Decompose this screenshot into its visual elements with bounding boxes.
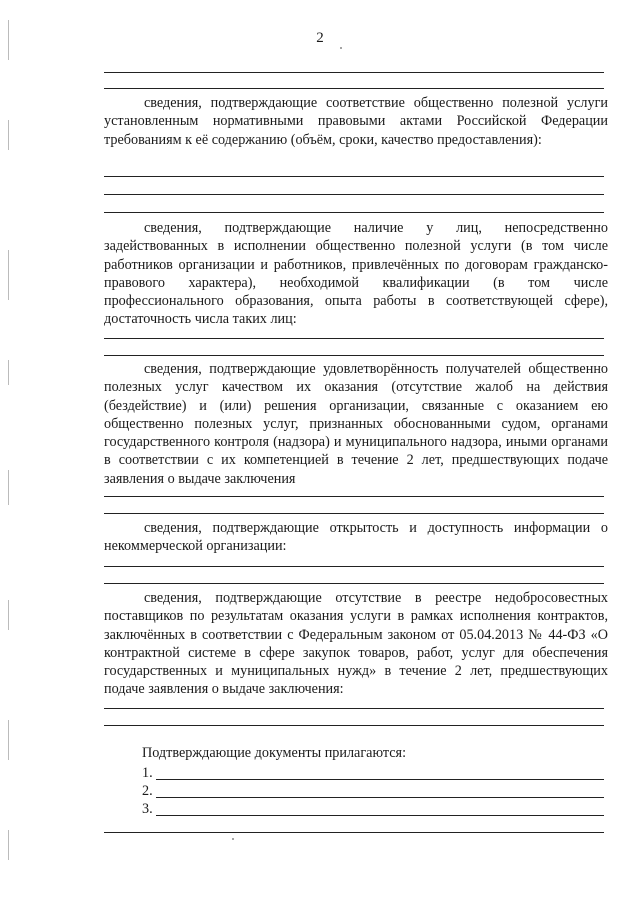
fill-line[interactable] (104, 176, 604, 177)
fill-line[interactable] (104, 355, 604, 356)
scan-margin-mark (8, 250, 9, 300)
section-text: сведения, подтверждающие отсутствие в реестре недобросовестных поставщиков по результатам оказания услуги в рамках исполнения контрактов, заключённых в соответствии с Федеральным законом от 05.04.2013 № 44-ФЗ «О контрактной системе в сфере закупок товаров, работ, услуг для обеспечения государственных и муниципальных нужд» в течение 2 лет, предшествующих подаче заявления о выдаче заключения: (104, 590, 608, 698)
attachment-number: 2. (142, 783, 153, 799)
fill-line[interactable] (104, 566, 604, 567)
attachment-line[interactable] (156, 797, 604, 798)
scan-margin-mark (8, 20, 9, 60)
attachment-item[interactable] (142, 800, 604, 818)
scan-margin-mark (8, 830, 9, 860)
scan-speck (232, 838, 234, 840)
scan-margin-mark (8, 120, 9, 150)
section-text: сведения, подтверждающие удовлетворённость получателей общественно полезных услуг качеством их оказания (отсутствие жалоб на действия (бездействие) и (или) решения организации, связанные с оказанием ею общественно полезных услуг, признанных обоснованными судом, органами государственного контроля (надзора) и муниципального надзора, иными органами в соответствии с их компетенцией в течение 2 лет, предшествующих подаче заявления о выдаче заключения (104, 361, 608, 487)
scan-speck (340, 47, 342, 49)
attachment-line[interactable] (156, 779, 604, 780)
fill-line[interactable] (104, 88, 604, 89)
section-text: сведения, подтверждающие открытость и доступность информации о некоммерческой организации: (104, 520, 608, 555)
fill-line[interactable] (104, 708, 604, 709)
attachment-line[interactable] (156, 815, 604, 816)
page-number: 2 (316, 30, 324, 46)
fill-line[interactable] (104, 72, 604, 73)
attachment-item[interactable] (142, 782, 604, 800)
fill-line[interactable] (104, 725, 604, 726)
fill-line[interactable] (104, 212, 604, 213)
fill-line[interactable] (104, 338, 604, 339)
fill-line[interactable] (104, 496, 604, 497)
attachments-heading: Подтверждающие документы прилагаются: (142, 745, 407, 761)
attachment-item[interactable] (142, 764, 604, 782)
scan-margin-mark (8, 600, 9, 630)
attachment-number: 1. (142, 765, 153, 781)
fill-line[interactable] (104, 583, 604, 584)
fill-line[interactable] (104, 513, 604, 514)
scan-margin-mark (8, 360, 9, 385)
scan-margin-mark (8, 720, 9, 760)
section-text: сведения, подтверждающие наличие у лиц, непосредственно задействованных в исполнении общественно полезной услуги (в том числе работников организации и работников, привлечённых по договорам гражданско-правового характера), необходимой квалификации (в том числе профессионального образования, опыта работы в соответствующей сфере), достаточность числа таких лиц: (104, 220, 608, 328)
scan-margin-mark (8, 470, 9, 505)
fill-line[interactable] (104, 832, 604, 833)
section-text: сведения, подтверждающие соответствие общественно полезной услуги установленным нормативными правовыми актами Российской Федерации требованиям к её содержанию (объём, сроки, качество предоставления): (104, 95, 608, 148)
fill-line[interactable] (104, 194, 604, 195)
attachment-number: 3. (142, 801, 153, 817)
